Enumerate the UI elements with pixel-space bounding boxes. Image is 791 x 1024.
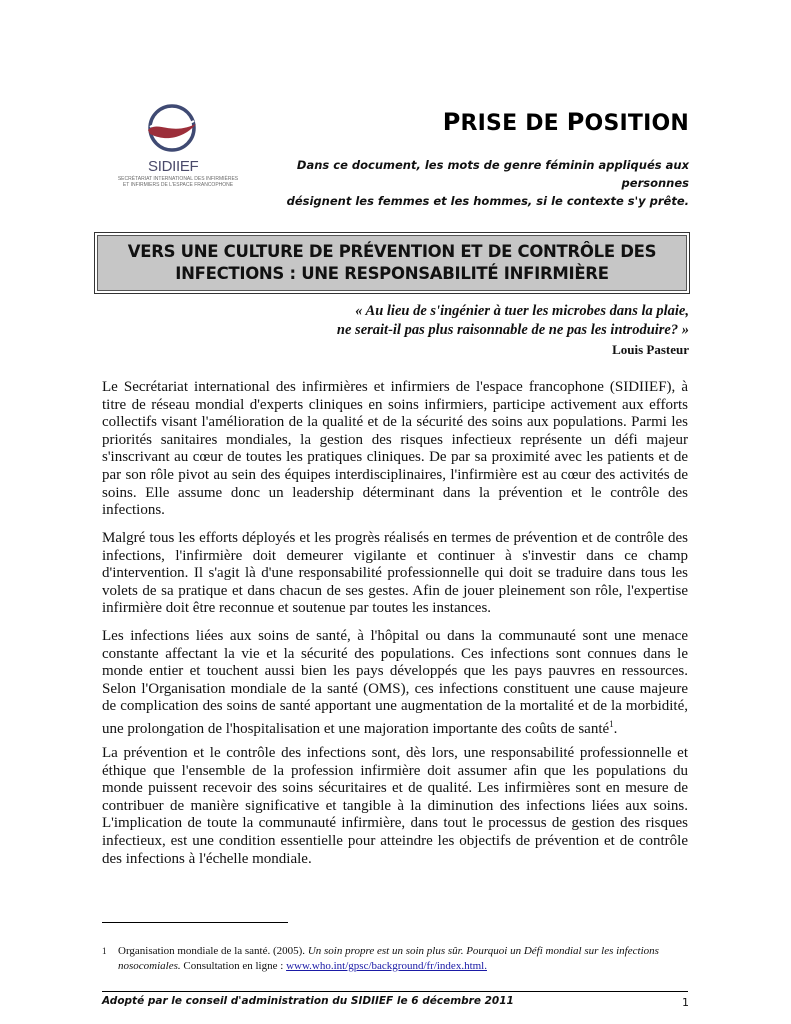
doc-type-rest-2: OSITION bbox=[584, 111, 689, 136]
paragraph-1: Le Secrétariat international des infirmières et infirmiers de l'espace francophone (SIDIIEF), à titre de réseau mondial d'experts cliniques en soins infirmiers, participe activement aux efforts collectifs visant l'amélioration de la qualité et de la sécurité des soins aux populations. Parmi les priorités sanitaires mondiales, la gestion des risques infectieux représente un défi majeur s'inscrivant au cœur de toutes les pratiques cliniques. De par sa proximité avec les patients et de par son rôle pivot au sein des équipes interdisciplinaires, l'infirmière est au cœur des activités de soins. Elle assume donc un leadership déterminant dans la prévention et le contrôle des infections. bbox=[102, 379, 688, 519]
page-number: 1 bbox=[682, 996, 689, 1009]
gender-note-line2: désignent les femmes et les hommes, si le contexte s'y prête. bbox=[286, 194, 689, 208]
logo-tagline-line2: ET INFIRMIERS DE L'ESPACE FRANCOPHONE bbox=[122, 182, 234, 188]
footnote-divider bbox=[102, 922, 288, 923]
paragraph-3 bbox=[102, 628, 688, 739]
logo-emblem-icon bbox=[108, 100, 248, 160]
paragraph-2: Malgré tous les efforts déployés et les progrès réalisés en termes de prévention et de contrôle des infections, l'infirmière doit demeurer vigilante et continuer à s'investir dans ce champ d'intervention. Il s'agit là d'une responsabilité professionnelle qui doit se traduire dans tous les volets de sa pratique et dans chacun de ses gestes. Afin de jouer pleinement son rôle, l'expertise infirmière doit être reconnue et soutenue par toutes les instances. bbox=[102, 530, 688, 617]
footnote-ref[interactable]: 1 bbox=[609, 718, 614, 729]
footnote-text-a: Organisation mondiale de la santé. (2005). bbox=[118, 945, 308, 957]
footnote-title: Un soin propre est un soin plus sûr. Pourquoi un Défi mondial sur les infections nosocomiales. bbox=[118, 945, 659, 972]
title-box bbox=[94, 232, 690, 294]
footnote bbox=[102, 944, 688, 974]
paragraph-4: La prévention et le contrôle des infections sont, dès lors, une responsabilité professionnelle et éthique que l'ensemble de la profession infirmière doit assumer afin que les populations du monde puissent recevoir des soins sécuritaires et de qualité. Les infirmières sont en mesure de contribuer de manière significative et tangible à la diminution des infections liées aux soins. L'implication de toute la communauté infirmière, dans tout le processus de gestion des risques infectieux, est une condition essentielle pour atteindre les objectifs de prévention et de contrôle des infections à l'échelle mondiale. bbox=[102, 745, 688, 867]
sidiief-logo bbox=[108, 100, 248, 195]
paragraph-3-text: Les infections liées aux soins de santé, à l'hôpital ou dans la communauté sont une menace constante affectant la vie et la sécurité des populations. Ces infections sont connues dans le monde entier et touchent aussi bien les pays développés que les pays pauvres en ressources. Selon l'Organisation mondiale de la santé (OMS), ces infections constituent une cause majeure de complication des soins de santé apportant une augmentation de la mortalité et de la morbidité, une prolongation de l'hospitalisation et une majoration importante des coûts de santé bbox=[102, 628, 688, 737]
title-line1: VERS UNE CULTURE DE PRÉVENTION ET DE CONTRÔLE DES bbox=[127, 242, 657, 261]
epigraph-quote bbox=[269, 302, 689, 359]
title-line2: INFECTIONS : UNE RESPONSABILITÉ INFIRMIÈRE bbox=[175, 264, 609, 283]
quote-author: Louis Pasteur bbox=[612, 342, 689, 357]
document-title bbox=[128, 241, 656, 285]
gender-note-line1: Dans ce document, les mots de genre féminin appliqués aux personnes bbox=[296, 158, 689, 190]
doc-type-rest-1: RISE DE bbox=[460, 111, 567, 136]
footnote-text bbox=[118, 944, 678, 974]
quote-line2: ne serait-il pas plus raisonnable de ne pas les introduire? » bbox=[336, 322, 689, 338]
gender-note bbox=[269, 156, 689, 210]
paragraph-3-end: . bbox=[613, 720, 618, 737]
logo-name: SIDIIEF bbox=[148, 158, 199, 175]
document-type-heading bbox=[443, 108, 689, 136]
quote-line1: « Au lieu de s'ingénier à tuer les microbes dans la plaie, bbox=[355, 303, 689, 319]
footer-divider bbox=[102, 991, 688, 992]
doc-type-initial-2: P bbox=[566, 108, 585, 136]
doc-type-initial-1: P bbox=[442, 108, 461, 136]
footer-adoption-note: Adopté par le conseil d'administration du SIDIIEF le 6 décembre 2011 bbox=[102, 995, 514, 1007]
logo-tagline-line1: SECRÉTARIAT INTERNATIONAL DES INFIRMIÈRES bbox=[117, 176, 239, 182]
footnote-link[interactable]: www.who.int/gpsc/background/fr/index.html. bbox=[286, 960, 487, 972]
footnote-text-b: Consultation en ligne : bbox=[180, 960, 287, 972]
footnote-number: 1 bbox=[102, 946, 107, 956]
